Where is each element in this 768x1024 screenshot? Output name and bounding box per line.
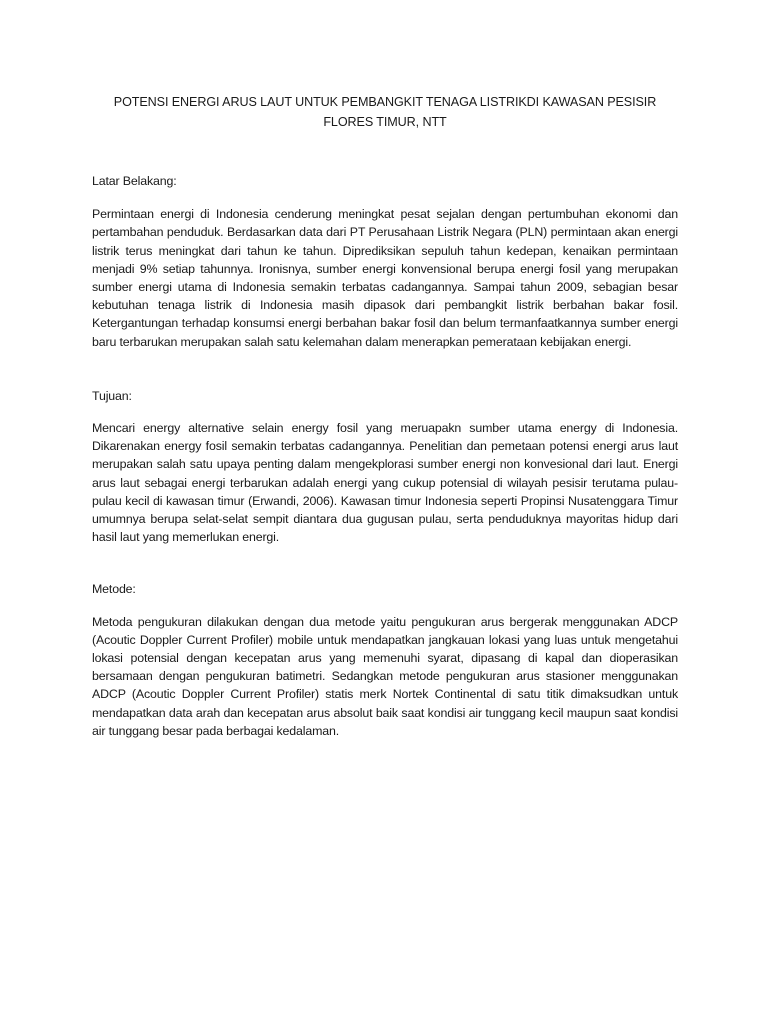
document-content bbox=[92, 92, 678, 740]
section-heading-latar-belakang: Latar Belakang: bbox=[92, 174, 177, 188]
document-title: POTENSI ENERGI ARUS LAUT UNTUK PEMBANGKIT TENAGA LISTRIKDI KAWASAN PESISIR FLORES TIMUR, NTT bbox=[113, 95, 657, 129]
section-body-tujuan: Mencari energy alternative selain energy fosil yang meruapakn sumber utama energy di Indonesia. Dikarenakan energy fosil semakin terbatas cadangannya. Penelitian dan pemetaan potensi energi arus laut merupakan salah satu upaya penting dalam mengekplorasi sumber energi non konvesional dari laut. Energi arus laut sebagai energi terbarukan adalah energi yang cukup potensial di wilayah pesisir terutama pulau-pulau kecil di kawasan timur (Erwandi, 2006). Kawasan timur Indonesia seperti Propinsi Nusatenggara Timur umumnya berupa selat-selat sempit diantara dua gugusan pulau, serta penduduknya mayoritas hidup dari hasil laut yang memerlukan energi. bbox=[92, 421, 678, 545]
section-heading-tujuan: Tujuan: bbox=[92, 388, 132, 403]
section-heading-metode: Metode: bbox=[92, 582, 136, 597]
section-body-latar-belakang: Permintaan energi di Indonesia cenderung meningkat pesat sejalan dengan pertumbuhan ekonomi dan pertambahan penduduk. Berdasarkan data dari PT Perusahaan Listrik Negara (PLN) permintaan akan energi listrik terus meningkat dari tahun ke tahun. Diprediksikan sepuluh tahun kedepan, kenaikan permintaan menjadi 9% setiap tahunnya. Ironisnya, sumber energi konvensional berupa energi fosil yang merupakan sumber energi utama di Indonesia semakin terbatas cadangannya. Sampai tahun 2009, sebagian besar kebutuhan tenaga listrik di Indonesia masih dipasok dari pembangkit listrik berbahan bakar fosil. Ketergantungan terhadap konsumsi energi berbahan bakar fosil dan belum termanfaatkannya sumber energi baru terbarukan merupakan salah satu kelemahan dalam menerapkan pemerataan kebijakan energi. bbox=[92, 207, 678, 349]
section-body-metode: Metoda pengukuran dilakukan dengan dua metode yaitu pengukuran arus bergerak menggunakan ADCP (Acoutic Doppler Current Profiler) mobile untuk mendapatkan jangkauan lokasi yang luas untuk mengetahui lokasi potensial dengan kecepatan arus yang memenuhi syarat, dipasang di kapal dan dioperasikan bersamaan dengan pengukuran batimetri. Sedangkan metode pengukuran arus stasioner menggunakan ADCP (Acoutic Doppler Current Profiler) statis merk Nortek Continental di satu titik dimaksudkan untuk mendapatkan data arah dan kecepatan arus absolut baik saat kondisi air tunggang kecil maupun saat kondisi air tunggang besar pada berbagai kedalaman. bbox=[92, 614, 678, 738]
